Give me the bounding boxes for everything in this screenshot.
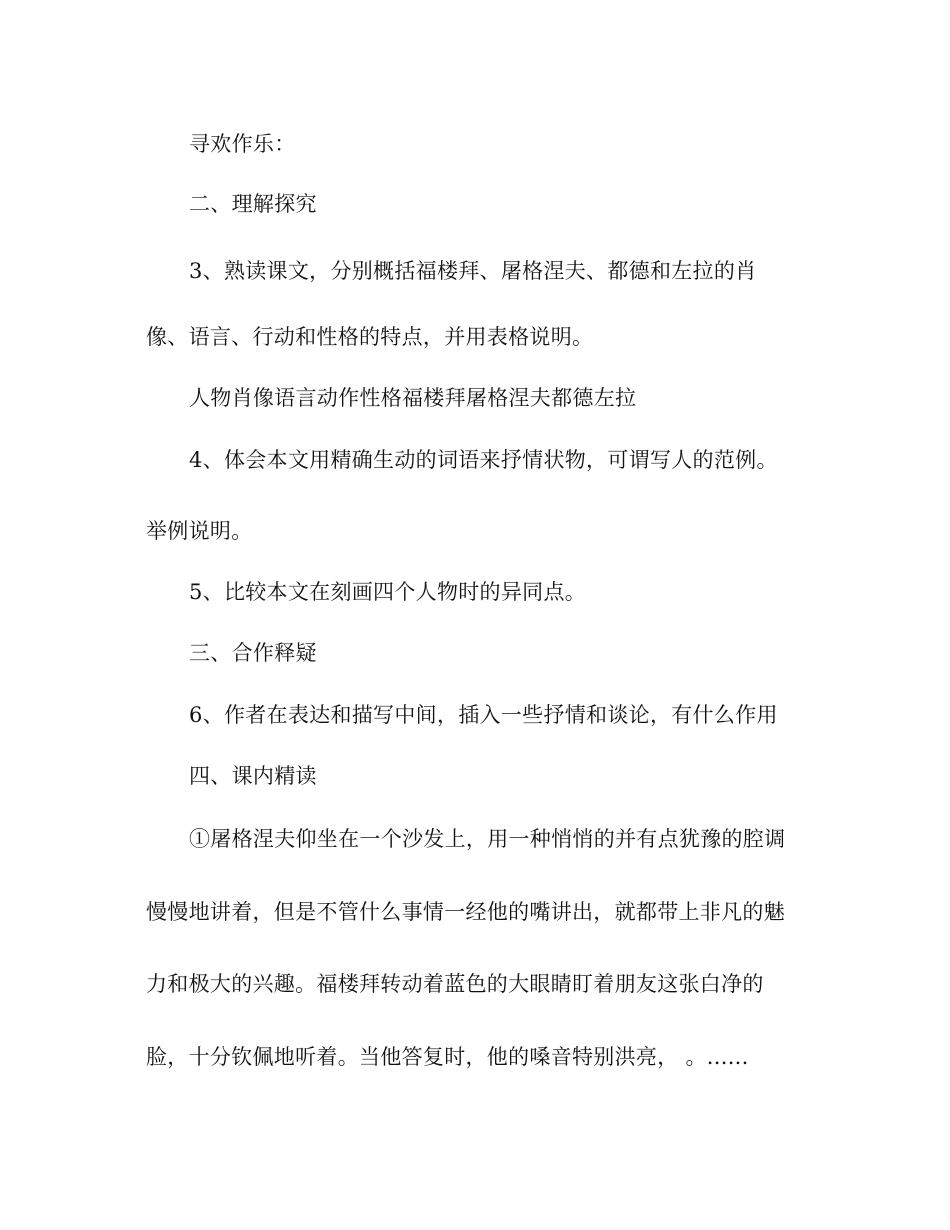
reading-passage-line-3: 力和极大的兴趣。福楼拜转动着蓝色的大眼睛盯着朋友这张白净的	[146, 972, 764, 996]
reading-passage-line-2: 慢慢地讲着，但是不管什么事情一经他的嘴讲出，就都带上非凡的魅	[146, 900, 785, 924]
table-header-text: 人物肖像语言动作性格福楼拜屠格涅夫都德左拉	[189, 386, 637, 410]
question-4-line-1: 4、体会本文用精确生动的词语来抒情状物，可谓写人的范例。	[189, 448, 778, 472]
section-heading-2: 二、理解探究	[189, 192, 317, 216]
section-heading-3: 三、合作释疑	[189, 641, 317, 665]
question-3-line-2: 像、语言、行动和性格的特点，并用表格说明。	[146, 325, 594, 349]
question-4-line-2: 举例说明。	[146, 519, 253, 543]
reading-passage-line-4: 脸，十分钦佩地听着。当他答复时，他的嗓音特别洪亮， 。......	[146, 1045, 749, 1069]
question-5: 5、比较本文在刻画四个人物时的异同点。	[189, 580, 587, 604]
question-3-line-1: 3、熟读课文，分别概括福楼拜、屠格涅夫、都德和左拉的肖	[189, 259, 757, 283]
text-line-1: 寻欢作乐：	[189, 132, 296, 156]
question-6: 6、作者在表达和描写中间，插入一些抒情和谈论，有什么作用	[189, 703, 778, 727]
reading-passage-line-1: ①屠格涅夫仰坐在一个沙发上，用一种悄悄的并有点犹豫的腔调	[189, 827, 786, 851]
section-heading-4: 四、课内精读	[189, 764, 317, 788]
